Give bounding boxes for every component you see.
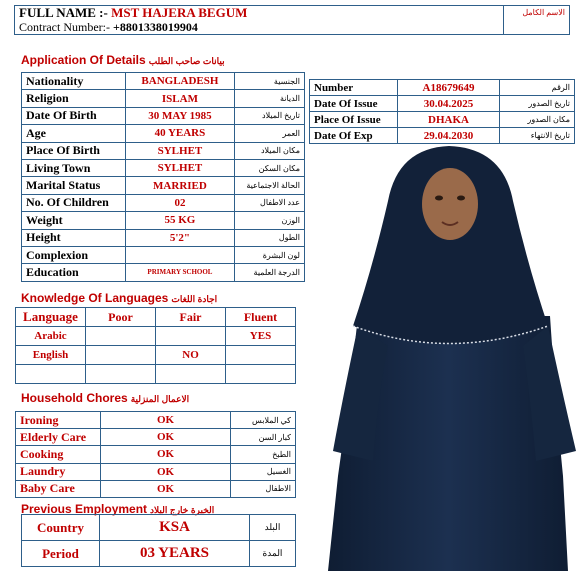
chores-table xyxy=(15,411,296,498)
details-label: Height xyxy=(22,229,126,246)
languages-cell-poor xyxy=(86,346,156,365)
passport-label: Date Of Issue xyxy=(310,96,398,112)
chores-row xyxy=(16,480,296,497)
details-row xyxy=(22,125,305,142)
languages-cell-fluent: YES xyxy=(226,327,296,346)
chores-arabic: الغسيل xyxy=(231,463,296,480)
passport-value: 29.04.2030 xyxy=(398,128,500,144)
languages-section-title xyxy=(21,291,217,305)
details-arabic: الديانة xyxy=(235,90,305,107)
languages-header: Fair xyxy=(156,308,226,327)
details-row xyxy=(22,73,305,90)
details-label: Date Of Birth xyxy=(22,107,126,124)
chores-row xyxy=(16,446,296,463)
employment-label: Country xyxy=(22,515,100,541)
languages-cell-fluent xyxy=(226,346,296,365)
passport-arabic: مكان الصدور xyxy=(500,112,575,128)
details-label: Religion xyxy=(22,90,126,107)
employment-title-arabic: الخبرة خارج البلاد xyxy=(150,505,215,515)
chores-value: OK xyxy=(101,446,231,463)
details-value: PRIMARY SCHOOL xyxy=(125,264,234,281)
chores-section-title xyxy=(21,391,189,405)
passport-label: Number xyxy=(310,80,398,96)
details-row xyxy=(22,194,305,211)
chores-title: Household Chores xyxy=(21,391,128,405)
chores-label: Elderly Care xyxy=(16,429,101,446)
details-arabic: مكان الميلاد xyxy=(235,142,305,159)
languages-header: Poor xyxy=(86,308,156,327)
employment-arabic: البلد xyxy=(250,515,296,541)
chores-value: OK xyxy=(101,480,231,497)
chores-row xyxy=(16,429,296,446)
passport-value: A18679649 xyxy=(398,80,500,96)
details-label: Nationality xyxy=(22,73,126,90)
languages-table xyxy=(15,307,296,384)
employment-row xyxy=(22,515,296,541)
details-value: SYLHET xyxy=(125,142,234,159)
passport-arabic: تاريخ الانتهاء xyxy=(500,128,575,144)
details-row xyxy=(22,229,305,246)
details-value: MARRIED xyxy=(125,177,234,194)
languages-cell-language: Arabic xyxy=(16,327,86,346)
languages-row xyxy=(16,327,296,346)
header-name-cell xyxy=(15,6,504,35)
passport-table xyxy=(309,79,575,144)
chores-label: Ironing xyxy=(16,412,101,429)
applicant-photo xyxy=(318,146,580,571)
details-label: Weight xyxy=(22,212,126,229)
details-label: Complexion xyxy=(22,246,126,263)
chores-value: OK xyxy=(101,463,231,480)
passport-label: Date Of Exp xyxy=(310,128,398,144)
passport-row xyxy=(310,112,575,128)
passport-value: DHAKA xyxy=(398,112,500,128)
languages-cell-fair xyxy=(156,327,226,346)
name-arabic-label: الاسم الكامل xyxy=(504,6,570,35)
details-value: 55 KG xyxy=(125,212,234,229)
chores-arabic: كي الملابس xyxy=(231,412,296,429)
languages-cell-language: English xyxy=(16,346,86,365)
details-label: Marital Status xyxy=(22,177,126,194)
chores-arabic: الاطفال xyxy=(231,480,296,497)
details-label: Age xyxy=(22,125,126,142)
languages-cell-language xyxy=(16,365,86,384)
details-value: 5'2" xyxy=(125,229,234,246)
details-row xyxy=(22,159,305,176)
details-arabic: العمر xyxy=(235,125,305,142)
employment-table xyxy=(21,514,296,567)
details-arabic: الحالة الاجتماعية xyxy=(235,177,305,194)
passport-arabic: تاريخ الصدور xyxy=(500,96,575,112)
languages-header: Language xyxy=(16,308,86,327)
details-label: Living Town xyxy=(22,159,126,176)
details-value: SYLHET xyxy=(125,159,234,176)
languages-row xyxy=(16,346,296,365)
details-row xyxy=(22,90,305,107)
contact-label: Contract Number:- xyxy=(19,20,110,34)
chores-title-arabic: الاعمال المنزلية xyxy=(130,394,190,404)
details-value: BANGLADESH xyxy=(125,73,234,90)
details-arabic: عدد الاطفال xyxy=(235,194,305,211)
passport-row xyxy=(310,128,575,144)
languages-row xyxy=(16,365,296,384)
details-row xyxy=(22,107,305,124)
passport-row xyxy=(310,80,575,96)
employment-value: KSA xyxy=(100,515,250,541)
details-row xyxy=(22,177,305,194)
employment-value: 03 YEARS xyxy=(100,541,250,567)
details-row xyxy=(22,264,305,281)
employment-row xyxy=(22,541,296,567)
details-value: 02 xyxy=(125,194,234,211)
details-arabic: الطول xyxy=(235,229,305,246)
details-arabic: الدرجة العلمية xyxy=(235,264,305,281)
languages-cell-fluent xyxy=(226,365,296,384)
languages-header-row xyxy=(16,308,296,327)
details-arabic: تاريخ الميلاد xyxy=(235,107,305,124)
details-arabic: الجنسية xyxy=(235,73,305,90)
employment-arabic: المدة xyxy=(250,541,296,567)
details-row xyxy=(22,212,305,229)
details-table xyxy=(21,72,305,282)
details-value xyxy=(125,246,234,263)
contact-number: +8801338019904 xyxy=(112,20,198,34)
languages-title-arabic: اجادة اللغات xyxy=(171,294,218,304)
languages-cell-fair: NO xyxy=(156,346,226,365)
full-name-label: FULL NAME :- xyxy=(19,5,108,20)
passport-arabic: الرقم xyxy=(500,80,575,96)
employment-title: Previous Employment xyxy=(21,502,148,516)
details-row xyxy=(22,142,305,159)
languages-cell-fair xyxy=(156,365,226,384)
header-box xyxy=(14,5,570,35)
languages-cell-poor xyxy=(86,327,156,346)
employment-label: Period xyxy=(22,541,100,567)
details-value: 30 MAY 1985 xyxy=(125,107,234,124)
details-title-arabic: بيانات صاحب الطلب xyxy=(148,56,225,66)
languages-header: Fluent xyxy=(226,308,296,327)
passport-row xyxy=(310,96,575,112)
details-arabic: الوزن xyxy=(235,212,305,229)
details-value: ISLAM xyxy=(125,90,234,107)
languages-title: Knowledge Of Languages xyxy=(21,291,169,305)
details-row xyxy=(22,246,305,263)
passport-value: 30.04.2025 xyxy=(398,96,500,112)
chores-label: Cooking xyxy=(16,446,101,463)
passport-label: Place Of Issue xyxy=(310,112,398,128)
details-arabic: مكان السكن xyxy=(235,159,305,176)
details-value: 40 YEARS xyxy=(125,125,234,142)
details-label: Place Of Birth xyxy=(22,142,126,159)
languages-cell-poor xyxy=(86,365,156,384)
details-title: Application Of Details xyxy=(21,53,146,67)
chores-label: Laundry xyxy=(16,463,101,480)
chores-arabic: كبار السن xyxy=(231,429,296,446)
chores-arabic: الطبخ xyxy=(231,446,296,463)
chores-label: Baby Care xyxy=(16,480,101,497)
chores-row xyxy=(16,463,296,480)
details-arabic: لون البشرة xyxy=(235,246,305,263)
details-label: No. Of Children xyxy=(22,194,126,211)
details-label: Education xyxy=(22,264,126,281)
full-name-value: MST HAJERA BEGUM xyxy=(111,5,248,20)
chores-row xyxy=(16,412,296,429)
details-section-title xyxy=(21,53,225,67)
chores-value: OK xyxy=(101,412,231,429)
chores-value: OK xyxy=(101,429,231,446)
face-shape xyxy=(422,168,478,240)
